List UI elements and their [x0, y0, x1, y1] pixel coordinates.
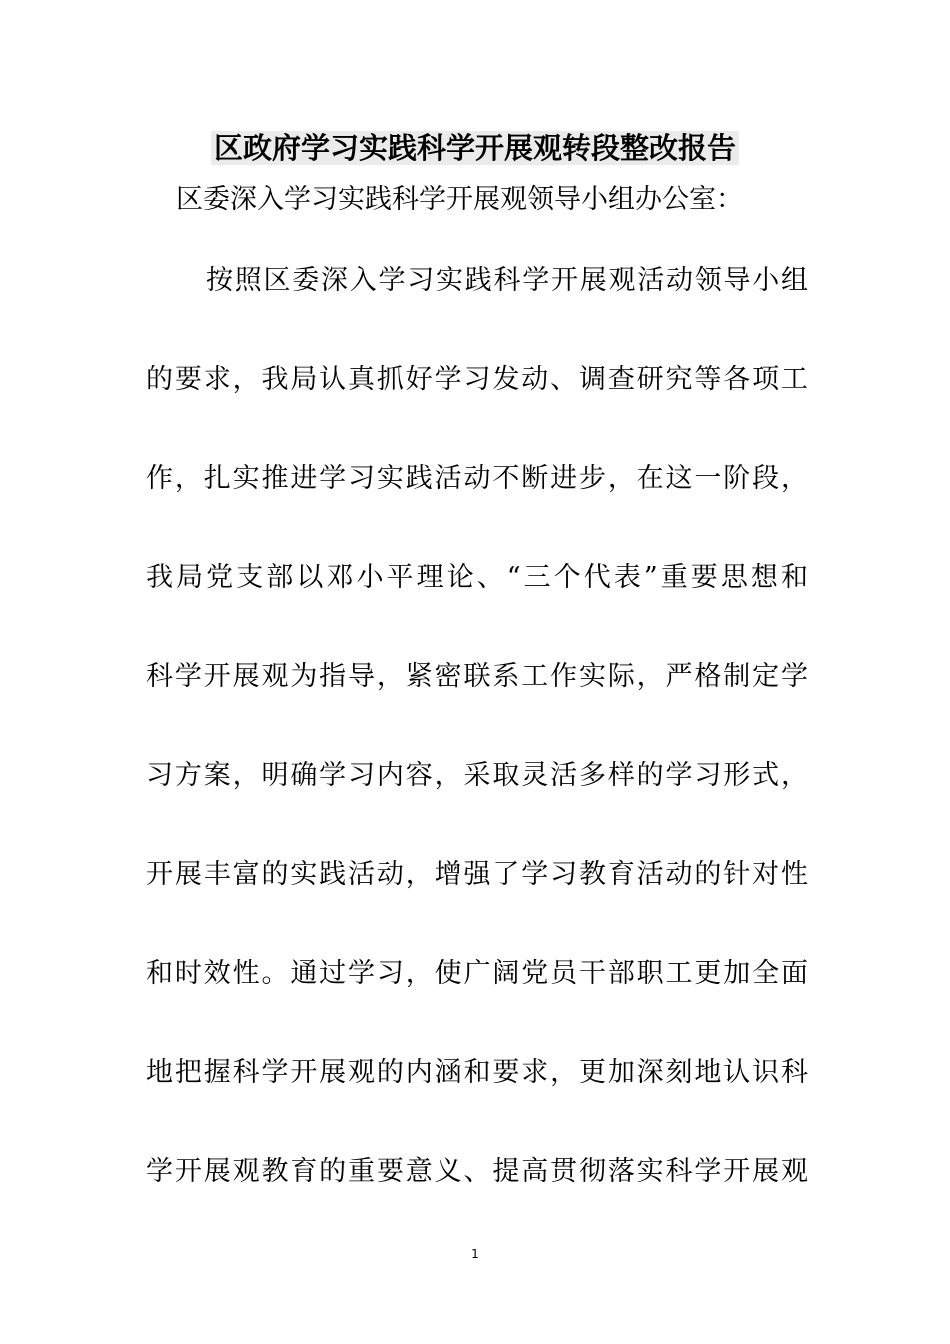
page-number: 1 — [471, 1247, 479, 1261]
body-line: 我局党支部以邓小平理论、“三个代表”重要思想和 — [146, 562, 808, 593]
body-line: 学开展观教育的重要意义、提高贯彻落实科学开展观 — [146, 1156, 808, 1187]
body-line: 习方案，明确学习内容，采取灵活多样的学习形式， — [146, 760, 808, 791]
document-title-text: 区政府学习实践科学开展观转段整改报告 — [211, 131, 739, 165]
body-line: 作，扎实推进学习实践活动不断进步，在这一阶段， — [146, 463, 808, 494]
body-line: 的要求，我局认真抓好学习发动、调查研究等各项工 — [146, 364, 808, 395]
body-line: 科学开展观为指导，紧密联系工作实际，严格制定学 — [146, 661, 808, 692]
body-line: 地把握科学开展观的内涵和要求，更加深刻地认识科 — [146, 1057, 808, 1088]
body-line: 按照区委深入学习实践科学开展观活动领导小组 — [206, 265, 808, 296]
salutation: 区委深入学习实践科学开展观领导小组办公室： — [176, 184, 743, 215]
body-line: 开展丰富的实践活动，增强了学习教育活动的针对性 — [146, 859, 808, 890]
document-title — [0, 128, 950, 168]
body-line: 和时效性。通过学习，使广阔党员干部职工更加全面 — [146, 958, 808, 989]
